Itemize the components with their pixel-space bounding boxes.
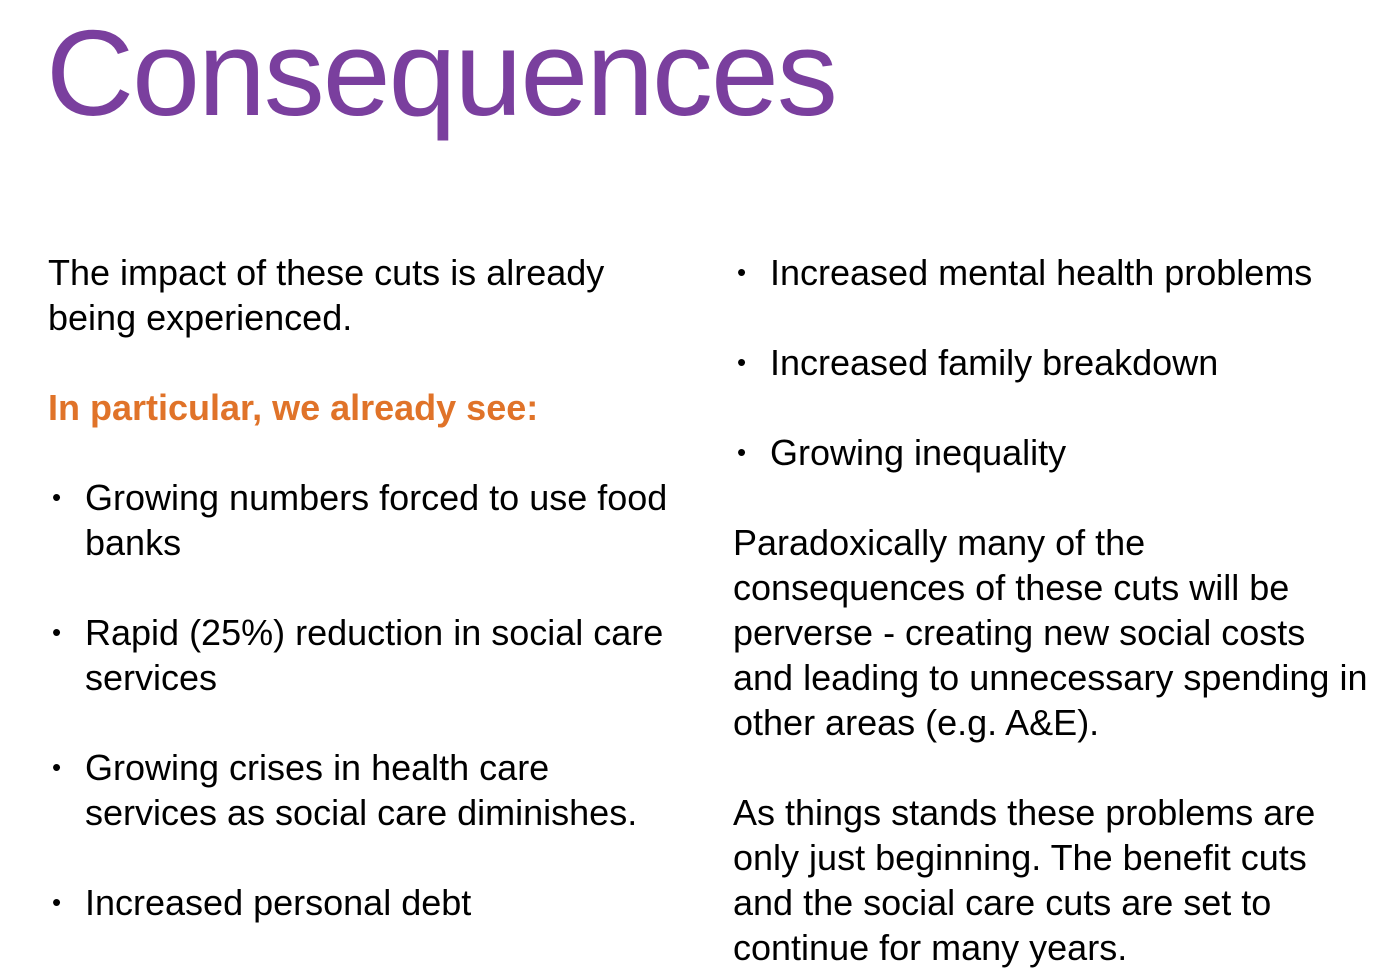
paradox-paragraph: Paradoxically many of the consequences of these cuts will be perverse - creating new social costs and leading to unnecessary spending in other areas (e.g. A&E).: [733, 522, 1368, 743]
bullet-icon: •: [52, 482, 62, 512]
bullet-icon: •: [737, 347, 747, 377]
left-column: [48, 250, 668, 925]
list-item: [48, 610, 668, 700]
list-item: [48, 475, 668, 565]
list-item: [48, 880, 668, 925]
left-bullet-list: [48, 475, 668, 925]
outlook-paragraph: As things stands these problems are only just beginning. The benefit cuts and the social care cuts are set to continue for many years.: [733, 792, 1316, 968]
slide-title: Consequences: [46, 5, 836, 141]
list-item-text: Growing inequality: [770, 432, 1067, 473]
right-bullet-list: [733, 250, 1373, 475]
bullet-icon: •: [737, 437, 747, 467]
list-item-text: Increased mental health problems: [770, 252, 1313, 293]
bullet-icon: •: [737, 257, 747, 287]
list-item: [48, 745, 668, 835]
bullet-icon: •: [52, 887, 62, 917]
list-item-text: Increased family breakdown: [770, 342, 1219, 383]
list-item: [733, 430, 1373, 475]
list-item-text: Growing crises in health care services as social care diminishes.: [85, 747, 638, 833]
list-item: [733, 250, 1373, 295]
intro-paragraph: The impact of these cuts is already being experienced.: [48, 252, 605, 338]
list-item: [733, 340, 1373, 385]
right-column: [733, 250, 1373, 970]
highlight-heading: In particular, we already see:: [48, 387, 539, 428]
list-item-text: Growing numbers forced to use food banks: [85, 477, 668, 563]
list-item-text: Increased personal debt: [85, 882, 472, 923]
list-item-text: Rapid (25%) reduction in social care services: [85, 612, 664, 698]
bullet-icon: •: [52, 752, 62, 782]
bullet-icon: •: [52, 617, 62, 647]
